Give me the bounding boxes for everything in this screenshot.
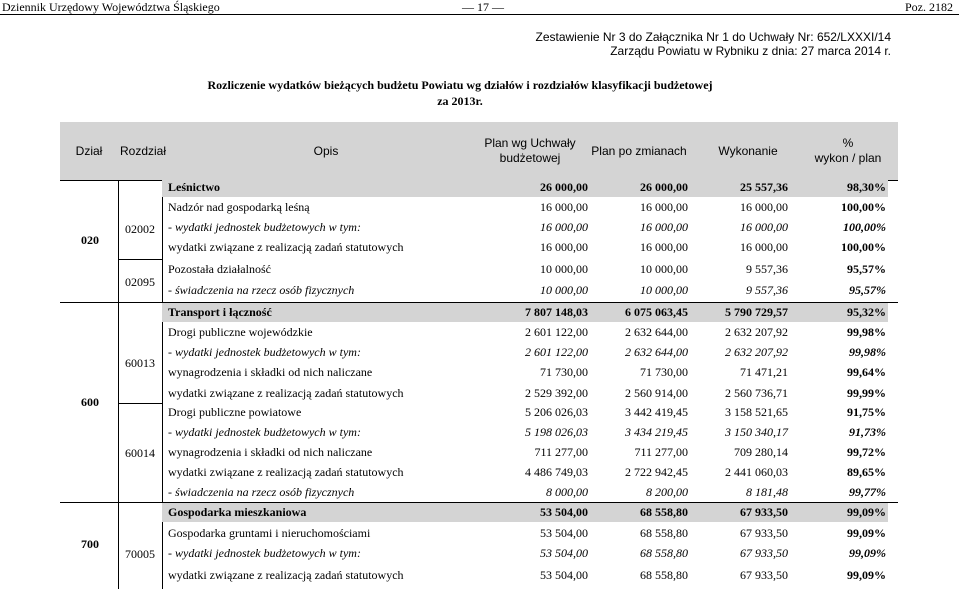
row-wyk: 709 280,14 bbox=[734, 445, 788, 459]
row-pct: 95,57% bbox=[849, 283, 886, 297]
row-wyk: 16 000,00 bbox=[740, 220, 788, 234]
row-wyk: 3 150 340,17 bbox=[725, 425, 788, 439]
table-row bbox=[162, 363, 888, 382]
row-plan: 16 000,00 bbox=[540, 240, 588, 254]
row-plan-zm: 16 000,00 bbox=[640, 240, 688, 254]
row-plan: 2 601 122,00 bbox=[525, 345, 588, 359]
row-plan-zm: 68 558,80 bbox=[640, 568, 688, 582]
col-plan-line-1: Plan wg Uchwały bbox=[484, 136, 576, 150]
row-plan-zm: 711 277,00 bbox=[634, 445, 688, 459]
row-opis: - wydatki jednostek budżetowych w tym: bbox=[168, 546, 361, 560]
grid-line bbox=[118, 403, 162, 404]
row-plan: 53 504,00 bbox=[540, 546, 588, 560]
row-plan-zm: 3 442 419,45 bbox=[625, 405, 688, 419]
row-opis: Gospodarka gruntami i nieruchomościami bbox=[168, 526, 371, 540]
col-wykonanie: Wykonanie bbox=[718, 143, 778, 158]
row-opis: Nadzór nad gospodarką leśną bbox=[168, 200, 310, 214]
col-dzial: Dział bbox=[75, 143, 103, 158]
row-opis: - świadczenia na rzecz osób fizycznych bbox=[168, 485, 355, 499]
row-wyk: 9 557,36 bbox=[746, 262, 788, 276]
row-opis: wynagrodzenia i składki od nich naliczane bbox=[168, 365, 373, 379]
col-plan-line-2: budżetowej bbox=[499, 151, 561, 165]
document-title bbox=[180, 77, 740, 109]
table-row bbox=[162, 463, 888, 482]
row-plan: 16 000,00 bbox=[540, 220, 588, 234]
row-wyk: 67 933,50 bbox=[740, 568, 788, 582]
row-pct: 99,99% bbox=[847, 386, 886, 400]
row-wyk: 71 471,21 bbox=[740, 365, 788, 379]
row-wyk: 25 557,36 bbox=[740, 180, 788, 194]
col-plan-po-zmianach: Plan po zmianach bbox=[591, 143, 687, 158]
table-row bbox=[162, 238, 888, 257]
row-opis: Drogi publiczne powiatowe bbox=[168, 405, 302, 419]
row-wyk: 67 933,50 bbox=[740, 505, 788, 519]
page-header bbox=[0, 0, 959, 14]
col-procent-line-1: % bbox=[842, 136, 854, 150]
row-opis: - wydatki jednostek budżetowych w tym: bbox=[168, 345, 361, 359]
row-wyk: 67 933,50 bbox=[740, 526, 788, 540]
row-plan-zm: 16 000,00 bbox=[640, 200, 688, 214]
dzial-label: 600 bbox=[81, 395, 99, 409]
rozdzial-label: 60013 bbox=[125, 356, 155, 370]
table-row bbox=[162, 544, 888, 563]
row-plan-zm: 2 632 644,00 bbox=[625, 325, 688, 339]
rozdzial-label: 02095 bbox=[125, 275, 155, 289]
table-row bbox=[162, 323, 888, 342]
row-plan-zm: 10 000,00 bbox=[640, 262, 688, 276]
row-pct: 100,00% bbox=[841, 200, 886, 214]
row-wyk: 8 181,48 bbox=[746, 485, 788, 499]
dzial-label: 020 bbox=[81, 233, 99, 247]
row-plan-zm: 71 730,00 bbox=[640, 365, 688, 379]
row-pct: 99,09% bbox=[849, 546, 886, 560]
table-row bbox=[162, 443, 888, 462]
col-plan bbox=[480, 122, 580, 180]
row-plan-zm: 3 434 219,45 bbox=[625, 425, 688, 439]
row-plan-zm: 6 075 063,45 bbox=[625, 305, 688, 319]
row-pct: 91,73% bbox=[849, 425, 886, 439]
table-row bbox=[162, 403, 888, 422]
row-opis: - świadczenia na rzecz osób fizycznych bbox=[168, 283, 355, 297]
row-plan: 2 529 392,00 bbox=[525, 386, 588, 400]
row-plan-zm: 16 000,00 bbox=[640, 220, 688, 234]
row-wyk: 3 158 521,65 bbox=[725, 405, 788, 419]
row-plan: 10 000,00 bbox=[540, 283, 588, 297]
table-row bbox=[162, 260, 888, 279]
row-plan-zm: 26 000,00 bbox=[640, 180, 688, 194]
grid-line bbox=[118, 259, 162, 260]
row-plan-zm: 2 632 644,00 bbox=[625, 345, 688, 359]
row-pct: 99,98% bbox=[849, 345, 886, 359]
header-divider bbox=[0, 14, 959, 15]
row-plan: 2 601 122,00 bbox=[525, 325, 588, 339]
table-row bbox=[162, 303, 888, 322]
row-opis: Leśnictwo bbox=[168, 180, 220, 194]
rozdzial-label: 70005 bbox=[125, 547, 155, 561]
row-wyk: 67 933,50 bbox=[740, 546, 788, 560]
col-opis: Opis bbox=[313, 143, 339, 158]
table-row bbox=[162, 566, 888, 585]
table-row bbox=[162, 524, 888, 543]
table-row bbox=[162, 483, 888, 502]
row-wyk: 16 000,00 bbox=[740, 240, 788, 254]
row-pct: 99,72% bbox=[847, 445, 886, 459]
row-opis: wydatki związane z realizacją zadań statutowych bbox=[168, 240, 404, 254]
table-row bbox=[162, 423, 888, 442]
row-opis: wydatki związane z realizacją zadań statutowych bbox=[168, 386, 404, 400]
row-opis: Gospodarka mieszkaniowa bbox=[168, 505, 307, 519]
row-plan-zm: 10 000,00 bbox=[640, 283, 688, 297]
row-pct: 99,09% bbox=[847, 526, 886, 540]
table-row bbox=[162, 503, 888, 522]
row-plan: 4 486 749,03 bbox=[525, 465, 588, 479]
row-plan: 5 206 026,03 bbox=[525, 405, 588, 419]
dzial-label: 700 bbox=[81, 537, 99, 551]
row-wyk: 16 000,00 bbox=[740, 200, 788, 214]
row-opis: wydatki związane z realizacją zadań statutowych bbox=[168, 465, 404, 479]
grid-line bbox=[118, 180, 119, 589]
row-opis: wydatki związane z realizacją zadań statutowych bbox=[168, 568, 404, 582]
row-plan-zm: 2 722 942,45 bbox=[625, 465, 688, 479]
row-plan: 26 000,00 bbox=[540, 180, 588, 194]
table-row bbox=[162, 178, 888, 197]
row-plan-zm: 2 560 914,00 bbox=[625, 386, 688, 400]
row-plan-zm: 68 558,80 bbox=[640, 546, 688, 560]
row-pct: 98,30% bbox=[847, 180, 886, 194]
row-pct: 100,00% bbox=[841, 240, 886, 254]
title-line-2: za 2013r. bbox=[437, 94, 483, 108]
row-pct: 89,65% bbox=[847, 465, 886, 479]
row-wyk: 5 790 729,57 bbox=[725, 305, 788, 319]
row-plan: 71 730,00 bbox=[540, 365, 588, 379]
rozdzial-label: 60014 bbox=[125, 446, 155, 460]
row-plan: 53 504,00 bbox=[540, 505, 588, 519]
table-header bbox=[60, 122, 898, 180]
row-wyk: 2 632 207,92 bbox=[725, 345, 788, 359]
row-pct: 99,09% bbox=[847, 505, 886, 519]
row-pct: 99,77% bbox=[849, 485, 886, 499]
position-number: Poz. 2182 bbox=[905, 0, 953, 14]
col-procent-line-2: wykon / plan bbox=[814, 151, 882, 165]
row-plan: 53 504,00 bbox=[540, 526, 588, 540]
row-plan: 5 198 026,03 bbox=[525, 425, 588, 439]
row-opis: wynagrodzenia i składki od nich naliczane bbox=[168, 445, 373, 459]
reference-line-1: Zestawienie Nr 3 do Załącznika Nr 1 do Uchwały Nr: 652/LXXXI/14 bbox=[535, 30, 891, 44]
table-row bbox=[162, 218, 888, 237]
row-plan: 16 000,00 bbox=[540, 200, 588, 214]
journal-name: Dziennik Urzędowy Województwa Śląskiego bbox=[2, 0, 220, 14]
row-pct: 99,09% bbox=[847, 568, 886, 582]
row-plan: 711 277,00 bbox=[534, 445, 588, 459]
row-pct: 99,98% bbox=[847, 325, 886, 339]
row-wyk: 2 441 060,03 bbox=[725, 465, 788, 479]
col-rozdzial: Rozdział bbox=[119, 143, 167, 158]
row-plan-zm: 68 558,80 bbox=[640, 526, 688, 540]
col-procent bbox=[798, 122, 898, 180]
row-pct: 95,32% bbox=[847, 305, 886, 319]
reference-line-2: Zarządu Powiatu w Rybniku z dnia: 27 marca 2014 r. bbox=[610, 44, 891, 58]
row-pct: 100,00% bbox=[843, 220, 886, 234]
row-plan: 53 504,00 bbox=[540, 568, 588, 582]
table-row bbox=[162, 384, 888, 403]
row-plan-zm: 68 558,80 bbox=[640, 505, 688, 519]
row-opis: Drogi publiczne wojewódzkie bbox=[168, 325, 313, 339]
row-plan-zm: 8 200,00 bbox=[646, 485, 688, 499]
row-opis: - wydatki jednostek budżetowych w tym: bbox=[168, 425, 361, 439]
row-plan: 8 000,00 bbox=[546, 485, 588, 499]
row-plan: 7 807 148,03 bbox=[525, 305, 588, 319]
row-opis: Transport i łączność bbox=[168, 305, 272, 319]
row-pct: 91,75% bbox=[847, 405, 886, 419]
table-row bbox=[162, 198, 888, 217]
title-line-1: Rozliczenie wydatków bieżących budżetu Powiatu wg działów i rozdziałów klasyfikacji budżetowej bbox=[207, 78, 713, 92]
table-row bbox=[162, 343, 888, 362]
table-row bbox=[162, 281, 888, 300]
row-pct: 95,57% bbox=[847, 262, 886, 276]
row-pct: 99,64% bbox=[847, 365, 886, 379]
row-wyk: 2 560 736,71 bbox=[725, 386, 788, 400]
rozdzial-label: 02002 bbox=[125, 222, 155, 236]
row-opis: Pozostała działalność bbox=[168, 262, 271, 276]
row-wyk: 2 632 207,92 bbox=[725, 325, 788, 339]
row-opis: - wydatki jednostek budżetowych w tym: bbox=[168, 220, 361, 234]
row-plan: 10 000,00 bbox=[540, 262, 588, 276]
row-wyk: 9 557,36 bbox=[746, 283, 788, 297]
page-number: — 17 — bbox=[462, 0, 504, 14]
